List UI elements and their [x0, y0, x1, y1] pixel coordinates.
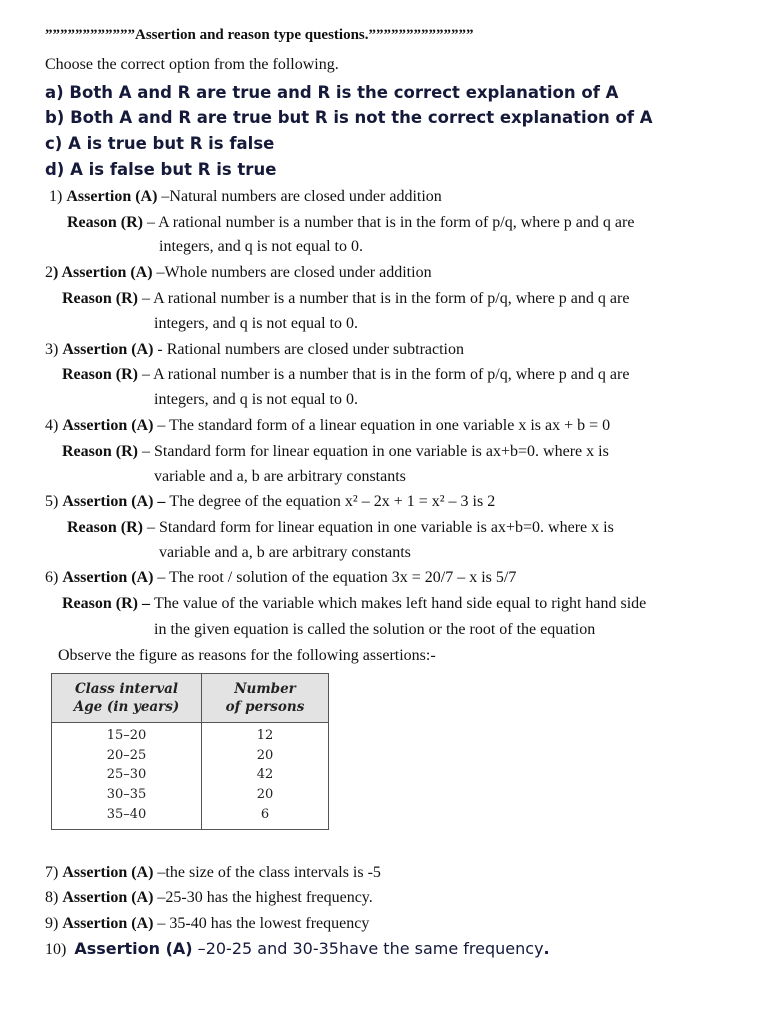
- table-cell-interval: 20–25: [106, 748, 147, 763]
- question-6-reason: [62, 594, 646, 614]
- header-line: of persons: [225, 699, 305, 715]
- assertion-label: Assertion (A): [62, 864, 154, 881]
- assertion-text: 35-40 has the lowest frequency: [169, 915, 370, 932]
- reason-text: A rational number is a number that is in the form of p/q, where p and q are: [158, 214, 635, 231]
- question-1-reason-cont: integers, and q is not equal to 0.: [159, 238, 363, 255]
- table-cell-persons: 12: [256, 728, 274, 743]
- question-6-assertion: [45, 568, 516, 588]
- assertion-label: Assertion (A): [62, 915, 154, 932]
- table-cell-interval: 30–35: [106, 787, 147, 802]
- assertion-text: Natural numbers are closed under addition: [169, 188, 442, 205]
- assertion-text: Rational numbers are closed under subtraction: [166, 341, 464, 358]
- separator: –: [138, 595, 154, 612]
- table-cell-interval: 25–30: [106, 767, 147, 782]
- assertion-label: Assertion (A): [74, 939, 193, 958]
- separator: –: [153, 569, 170, 586]
- question-8-assertion: [45, 888, 373, 908]
- reason-text: The value of the variable which makes left hand side equal to right hand side: [154, 595, 647, 612]
- assertion-text: The standard form of a linear equation in one variable x is ax + b = 0: [169, 417, 611, 434]
- assertion-label: Assertion (A): [62, 493, 154, 510]
- table-cell-persons: 6: [260, 807, 270, 822]
- question-2-reason-cont: integers, and q is not equal to 0.: [154, 315, 358, 332]
- question-number: 5): [45, 493, 59, 510]
- separator: –: [138, 443, 154, 460]
- separator: –: [153, 915, 170, 932]
- table-cell-persons: 20: [256, 748, 274, 763]
- assertion-label: Assertion (A): [62, 417, 154, 434]
- question-2-reason: [62, 289, 629, 309]
- reason-text: Standard form for linear equation in one variable is ax+b=0. where x is: [159, 519, 614, 536]
- reason-label: Reason (R): [62, 595, 138, 612]
- question-number: 3): [45, 341, 59, 358]
- question-number: 8): [45, 889, 59, 906]
- question-10-assertion: [45, 939, 550, 960]
- assertion-label: Assertion (A): [62, 569, 154, 586]
- question-number: 10): [45, 941, 67, 958]
- question-5-reason: [67, 518, 614, 538]
- question-1-assertion: [49, 187, 442, 207]
- question-3-assertion: [45, 340, 464, 360]
- separator: –: [138, 366, 154, 383]
- separator: –: [143, 519, 159, 536]
- question-6-reason-cont: in the given equation is called the solution or the root of the equation: [154, 621, 596, 638]
- assertion-label: Assertion (A): [62, 341, 154, 358]
- separator: –: [153, 417, 170, 434]
- question-5-reason-cont: variable and a, b are arbitrary constants: [159, 544, 411, 561]
- option-d: d) A is false but R is true: [45, 160, 277, 179]
- assertion-label: Assertion (A): [66, 188, 158, 205]
- assertion-text: The degree of the equation x² – 2x + 1 = x² – 3 is 2: [169, 493, 496, 510]
- sentence-end: .: [543, 939, 550, 958]
- separator: –: [153, 889, 166, 906]
- assertion-text: Whole numbers are closed under addition: [164, 264, 432, 281]
- assertion-text: 20-25 and 30-35have the same frequency: [205, 939, 544, 958]
- question-number: 1): [49, 188, 63, 205]
- reason-text: Standard form for linear equation in one variable is ax+b=0. where x is: [154, 443, 609, 460]
- reason-text: A rational number is a number that is in the form of p/q, where p and q are: [153, 290, 630, 307]
- question-7-assertion: [45, 863, 381, 883]
- question-number: 4): [45, 417, 59, 434]
- observe-text: Observe the figure as reasons for the following assertions:-: [58, 647, 436, 664]
- reason-label: Reason (R): [62, 366, 138, 383]
- table-cell-interval: 15–20: [106, 728, 147, 743]
- separator: –: [153, 864, 166, 881]
- separator: –: [157, 188, 170, 205]
- header-number-of-persons: [202, 680, 328, 716]
- reason-label: Reason (R): [62, 443, 138, 460]
- instruction-text: Choose the correct option from the following.: [45, 56, 339, 73]
- separator: –: [143, 214, 159, 231]
- frequency-table: [51, 673, 329, 830]
- reason-text: A rational number is a number that is in the form of p/q, where p and q are: [153, 366, 630, 383]
- header-line: Number: [234, 681, 296, 697]
- question-2-assertion: [45, 263, 432, 283]
- question-4-assertion: [45, 416, 610, 436]
- header-class-interval: [52, 680, 201, 716]
- question-number-tail: ): [53, 264, 59, 281]
- question-3-reason: [62, 365, 629, 385]
- reason-label: Reason (R): [67, 214, 143, 231]
- assertion-text: The root / solution of the equation 3x = 20/7 – x is 5/7: [169, 569, 517, 586]
- separator: –: [153, 493, 170, 510]
- header-line: Age (in years): [73, 699, 180, 715]
- question-4-reason: [62, 442, 609, 462]
- reason-label: Reason (R): [62, 290, 138, 307]
- assertion-text: 25-30 has the highest frequency.: [165, 889, 373, 906]
- separator: –: [152, 264, 165, 281]
- question-4-reason-cont: variable and a, b are arbitrary constants: [154, 468, 406, 485]
- question-3-reason-cont: integers, and q is not equal to 0.: [154, 391, 358, 408]
- reason-label: Reason (R): [67, 519, 143, 536]
- separator: –: [138, 290, 154, 307]
- question-number: 7): [45, 864, 59, 881]
- table-cell-interval: 35–40: [106, 807, 147, 822]
- question-number: 9): [45, 915, 59, 932]
- page-heading: ””””””””””””Assertion and reason type questions.””””””””””””””: [45, 27, 474, 43]
- question-1-reason: [67, 213, 634, 233]
- table-cell-persons: 42: [256, 767, 274, 782]
- assertion-label: Assertion (A): [62, 889, 154, 906]
- question-number: 2: [45, 264, 53, 281]
- table-cell-persons: 20: [256, 787, 274, 802]
- separator: -: [153, 341, 167, 358]
- assertion-text: the size of the class intervals is -5: [165, 864, 381, 881]
- assertion-label: Assertion (A): [61, 264, 153, 281]
- option-a: a) Both A and R are true and R is the correct explanation of A: [45, 83, 619, 102]
- option-b: b) Both A and R are true but R is not the correct explanation of A: [45, 108, 653, 127]
- question-number: 6): [45, 569, 59, 586]
- question-5-assertion: [45, 492, 495, 512]
- separator: –: [192, 939, 206, 958]
- header-line: Class interval: [74, 681, 179, 697]
- option-c: c) A is true but R is false: [45, 134, 275, 153]
- question-9-assertion: [45, 914, 369, 934]
